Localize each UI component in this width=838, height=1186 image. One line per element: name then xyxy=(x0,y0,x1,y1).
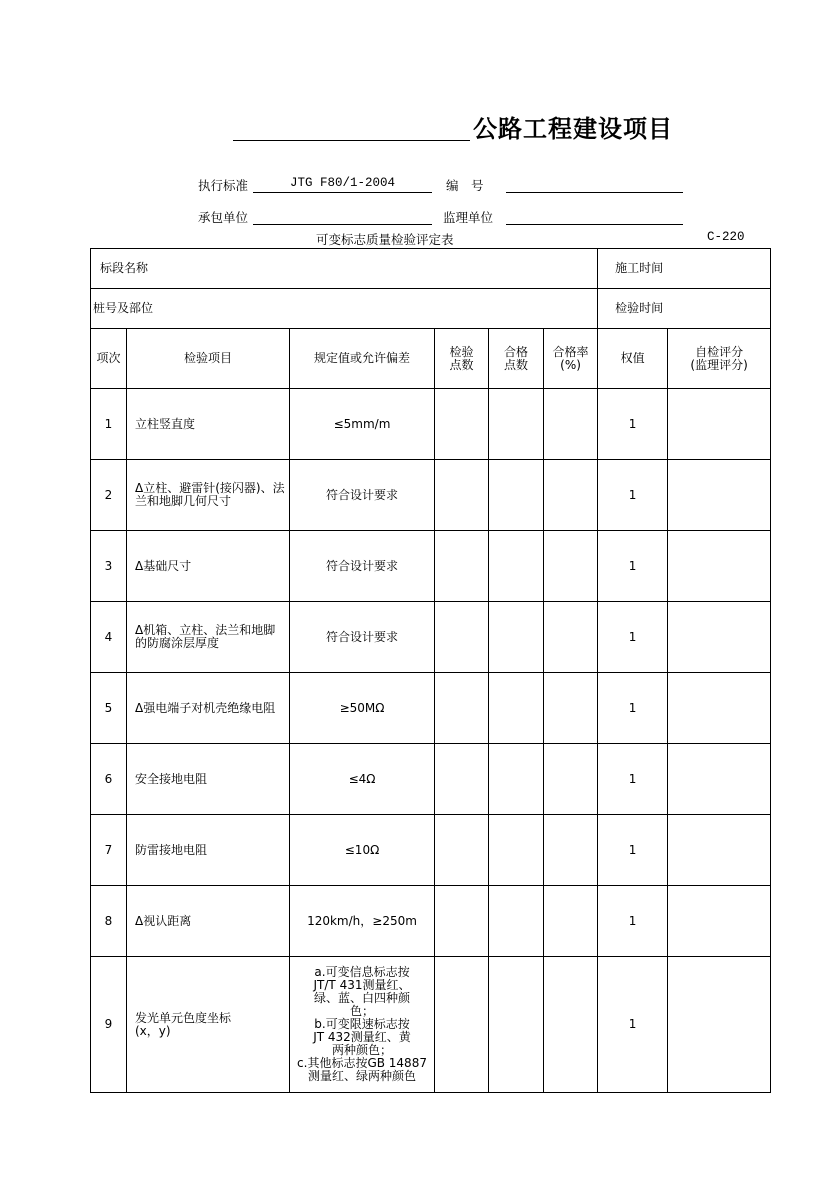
check-points-cell[interactable] xyxy=(435,602,489,673)
pass-points-cell[interactable] xyxy=(489,602,544,673)
col-pass-points-header: 合格 点数 xyxy=(489,329,544,389)
col-item-header: 检验项目 xyxy=(127,329,290,389)
pass-rate-cell[interactable] xyxy=(544,602,598,673)
pass-points-cell[interactable] xyxy=(489,744,544,815)
form-title: 可变标志质量检验评定表 xyxy=(316,232,454,247)
table-row xyxy=(91,389,771,460)
col-spec-header: 规定值或允许偏差 xyxy=(290,329,435,389)
inspection-time-label: 检验时间 xyxy=(615,301,664,315)
row-number: 7 xyxy=(91,815,127,886)
construction-time-cell[interactable] xyxy=(598,249,771,289)
pass-rate-cell[interactable] xyxy=(544,886,598,957)
inspection-table xyxy=(90,248,771,1093)
check-points-cell[interactable] xyxy=(435,957,489,1093)
weight-value: 1 xyxy=(598,957,668,1093)
pass-points-cell[interactable] xyxy=(489,815,544,886)
pass-rate-cell[interactable] xyxy=(544,531,598,602)
table-row xyxy=(91,460,771,531)
row-number: 6 xyxy=(91,744,127,815)
weight-value: 1 xyxy=(598,815,668,886)
page-title: 公路工程建设项目 xyxy=(473,115,673,143)
weight-value: 1 xyxy=(598,460,668,531)
check-points-cell[interactable] xyxy=(435,886,489,957)
score-cell[interactable] xyxy=(668,460,771,531)
check-item: 发光单元色度坐标 (x，y) xyxy=(127,957,290,1093)
weight-value: 1 xyxy=(598,744,668,815)
contractor-field[interactable] xyxy=(253,208,432,225)
row-number: 1 xyxy=(91,389,127,460)
table-row xyxy=(91,531,771,602)
score-cell[interactable] xyxy=(668,531,771,602)
spec-value: ≤10Ω xyxy=(290,815,435,886)
form-code: C-220 xyxy=(707,230,745,244)
score-cell[interactable] xyxy=(668,744,771,815)
check-item: Δ基础尺寸 xyxy=(127,531,290,602)
col-weight-header: 权值 xyxy=(598,329,668,389)
weight-value: 1 xyxy=(598,886,668,957)
check-item: 立柱竖直度 xyxy=(127,389,290,460)
contractor-label: 承包单位 xyxy=(198,210,249,225)
standard-field[interactable]: JTG F80/1-2004 xyxy=(253,176,432,193)
table-row xyxy=(91,673,771,744)
station-cell[interactable] xyxy=(91,289,598,329)
check-item: 安全接地电阻 xyxy=(127,744,290,815)
pass-rate-cell[interactable] xyxy=(544,957,598,1093)
score-cell[interactable] xyxy=(668,602,771,673)
check-item: 防雷接地电阻 xyxy=(127,815,290,886)
col-no-header: 项次 xyxy=(91,329,127,389)
score-cell[interactable] xyxy=(668,673,771,744)
table-row xyxy=(91,815,771,886)
score-cell[interactable] xyxy=(668,886,771,957)
spec-value: ≥50MΩ xyxy=(290,673,435,744)
weight-value: 1 xyxy=(598,389,668,460)
row-number: 3 xyxy=(91,531,127,602)
pass-points-cell[interactable] xyxy=(489,957,544,1093)
row-number: 9 xyxy=(91,957,127,1093)
score-cell[interactable] xyxy=(668,389,771,460)
construction-time-label: 施工时间 xyxy=(615,261,664,275)
pass-points-cell[interactable] xyxy=(489,886,544,957)
col-pass-rate-header: 合格率 (%) xyxy=(544,329,598,389)
score-cell[interactable] xyxy=(668,815,771,886)
check-item: Δ立柱、避雷针(接闪器)、法兰和地脚几何尺寸 xyxy=(127,460,290,531)
supervisor-field[interactable] xyxy=(506,208,683,225)
spec-value: 符合设计要求 xyxy=(290,602,435,673)
number-field[interactable] xyxy=(506,176,683,193)
spec-value: ≤5mm/m xyxy=(290,389,435,460)
pass-rate-cell[interactable] xyxy=(544,389,598,460)
pass-points-cell[interactable] xyxy=(489,389,544,460)
row-number: 5 xyxy=(91,673,127,744)
check-item: Δ机箱、立柱、法兰和地脚的防腐涂层厚度 xyxy=(127,602,290,673)
table-row xyxy=(91,957,771,1093)
spec-value: a.可变信息标志按 JT/T 431测量红、 绿、蓝、白四种颜 色； b.可变限速标志按 JT 432测量红、黄 两种颜色； c.其他标志按GB 14887 测量红、绿两种颜色 xyxy=(290,957,435,1093)
row-number: 2 xyxy=(91,460,127,531)
section-name-cell[interactable] xyxy=(91,249,598,289)
col-score-header: 自检评分 (监理评分) xyxy=(668,329,771,389)
pass-rate-cell[interactable] xyxy=(544,460,598,531)
col-check-points-header: 检验 点数 xyxy=(435,329,489,389)
inspection-time-cell[interactable] xyxy=(598,289,771,329)
check-item: Δ强电端子对机壳绝缘电阻 xyxy=(127,673,290,744)
table-row xyxy=(91,602,771,673)
check-points-cell[interactable] xyxy=(435,389,489,460)
table-row xyxy=(91,744,771,815)
standard-label: 执行标准 xyxy=(198,178,249,193)
pass-points-cell[interactable] xyxy=(489,460,544,531)
weight-value: 1 xyxy=(598,531,668,602)
station-label: 桩号及部位 xyxy=(93,301,154,315)
check-points-cell[interactable] xyxy=(435,744,489,815)
check-points-cell[interactable] xyxy=(435,460,489,531)
check-points-cell[interactable] xyxy=(435,815,489,886)
spec-value: ≤4Ω xyxy=(290,744,435,815)
spec-value: 符合设计要求 xyxy=(290,460,435,531)
section-name-label: 标段名称 xyxy=(100,261,149,275)
score-cell[interactable] xyxy=(668,957,771,1093)
pass-rate-cell[interactable] xyxy=(544,815,598,886)
check-points-cell[interactable] xyxy=(435,673,489,744)
pass-points-cell[interactable] xyxy=(489,673,544,744)
spec-value: 120km/h，≥250m xyxy=(290,886,435,957)
spec-value: 符合设计要求 xyxy=(290,531,435,602)
row-number: 8 xyxy=(91,886,127,957)
header-row xyxy=(91,329,771,389)
weight-value: 1 xyxy=(598,602,668,673)
supervisor-label: 监理单位 xyxy=(443,210,494,225)
table-row xyxy=(91,886,771,957)
weight-value: 1 xyxy=(598,673,668,744)
pass-rate-cell[interactable] xyxy=(544,744,598,815)
check-points-cell[interactable] xyxy=(435,531,489,602)
pass-rate-cell[interactable] xyxy=(544,673,598,744)
pass-points-cell[interactable] xyxy=(489,531,544,602)
check-item: Δ视认距离 xyxy=(127,886,290,957)
number-label: 编 号 xyxy=(446,178,484,193)
row-number: 4 xyxy=(91,602,127,673)
project-name-blank[interactable] xyxy=(233,140,470,141)
